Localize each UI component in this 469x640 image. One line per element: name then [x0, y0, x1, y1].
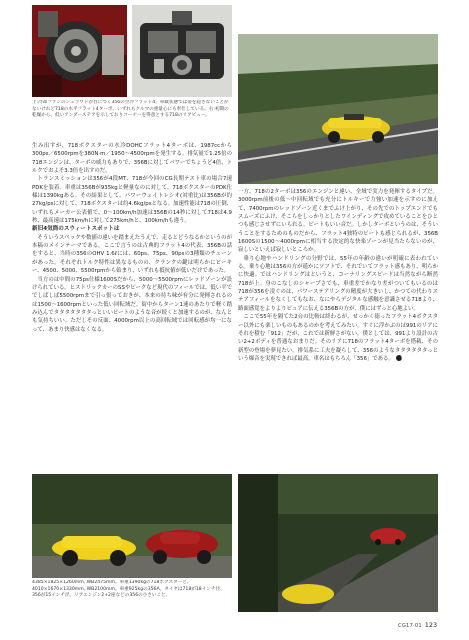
photo-boxster-road — [238, 34, 438, 184]
col1-paragraph-3: そういうスペックや数値の違いを踏まえたうえで、走るとどうなるかというのが本稿のメインテーマである。ここで言うのは古典的フラット4の代表、356Bの話をすると、当時の356のOHV 1.6ℓには、60ps、75ps、90psの3種類のチューンがあった。それぞれトルク特性は異なるものの、クランクの鍵は明らかにピーキー、4500、5000、5500rpmから始まり、いずれも抵抗値が低いだけであった。 — [32, 234, 232, 275]
photo-boxster-road-art — [238, 34, 438, 184]
col2-paragraph-1: 一方、718の2ターボは356のエンジンと違い、全域で実力を発揮するタイプだ。3000rpm前後の低〜中回転域でも充分にトルキーで力強い加速を示すのに加えて、7400rpmのレッドゾーン近くまでふけ上がり、その先でのトップエンドでもスムーズにふけ、そこらをしっかりとしたワインディングで攻めていることをひとつも感じさせずにいられる。ビートもいい音だ。しかしターボというのは、そういうことをするためのものだから、フラット4独特のビートも感じられるが、356B 1600Sの1500〜4000rpmに相当する決定的な快楽ゾーンが見当たらないのが、寂しいといえば寂しいところか。 — [238, 189, 438, 254]
photo-engine-parts-art — [32, 5, 127, 97]
photo-boxer-engine-art — [132, 5, 232, 97]
photo-engine-parts — [32, 5, 127, 97]
photo-forest-road-art — [238, 474, 438, 612]
col1-paragraph-2: トランスミッションは356が4段MT、718が今回のCG長期テスト車の場合7速PDKを装着。車重は356Bが935kgと軽量なのに対して、718ボクスターのPDK仕様は1390kgある。その結果として、パワーウェイトレシオ(対重比)は356Bが約27kg/psに対して、718ボクスターは約4.6kg/psとなる。加速性能は718の圧倒、いずれもメーカー公表値で、0〜100km/h加速は356Bの14秒に対して718は4.9秒、最高速は175km/hに対して275km/hと、100km/hも違う。 — [32, 176, 232, 225]
section-subhead: 新旧4気筒のスウィートスポットは — [32, 226, 120, 233]
photo-two-cars-side-art — [32, 474, 232, 578]
page-footer — [398, 622, 437, 629]
photo-forest-road — [238, 474, 438, 612]
text-column-left — [32, 142, 232, 482]
top-caption: 上:冷却ファンのシュラウドが目につく356の空冷フラット4。車載状態では姿を隠さないことがないけれど718の水平フラット4ターボ。いずれもクルマの重量心にも奉仕している。右:初期の乾燥から、低いアンダーステアを示しておりコーナーを得意とする718のリアビュー。 — [32, 100, 229, 119]
text-column-right — [238, 188, 438, 464]
col2-paragraph-3 — [238, 313, 438, 363]
col2-paragraph-2: 乗り心地やハンドリングの分野では、55年の年齢の違いが明確に表われている。乗り心地は356の方が遥かにソフトで、それでいてフラット感もあり、明らかに快適。ではハンドリングはというと、コーナリングスピードは当然ながら断然718が上。身のこなしのシャープさでも、車重差でかなり差がついてもいるのは718が356を凌ぐのは、パワーステアリングの精度が大きいし、かつての代わりステアフィールをなくしてもなお、なにやらデジタルな感触を意識させる718より、路面感覚をよりよりピュアに伝える356Bの方が、僕にはずっと心地よい。 — [238, 255, 438, 312]
col1-paragraph-4: 当方のは中間の75ps仕様1600Sだから、5000〜5500rpmにレッドゾーンが設けられている。ヒストリックカーのSSやピークなど現代のフィールでは、低い平ででしばしば5500rpmまで引っ張っておきが、本来の持ち味が有分に発揮されるのは1500〜1600rpmといった低い回転域だ。街中からターン1速のあたりで軽く踏み込んでタタタタタタタっといいビートのような音が続くと加速するのが、なんとも気持ちいい。ただしその反面、4000rpm以上の高回転域では回転感が均一になって、あまり快感はなくなる。 — [32, 276, 232, 333]
col2-paragraph-3-text: ここで55年を隔てた2台の比較は終わるが、せっかく徳ったフラット4ボクスター以外にも楽しいものもあるのかを考えてみたい。すぐに浮かぶのは991のリアにそれを積む「912」だが、これでは新鮮さがない。僕としては、991より設計の古い2+2ボディを普通なおまりだ。そのリアに718のフラット4ターボを搭載、その新型の登場を夢見たい。排気系に工夫を凝らして、356のようなタタタタタタっという爆音を実現できれば最高。車名はもちろん「356」である。 — [238, 314, 438, 362]
photo-two-cars-side — [32, 474, 232, 578]
footer-label: CG17·01 — [398, 623, 422, 629]
end-mark-icon: C — [396, 355, 402, 361]
photo-boxer-engine — [132, 5, 232, 97]
col1-paragraph-1: 生み出すが、718ボクスターの水冷DOHCフラット4ターボは、1987ccから300ps／6500rpmを380N·m／1950〜4500rpmを発生する。排気量で1.25倍の718エンジンは、ターボの威力もありで、356Bに対してパワーでちょうど4倍、トルクでおよそ3.3倍を出すのだ。 — [32, 143, 232, 175]
bottom-caption: 4385×1825×1260mm, WB2475mm。車重1390kgの718ボクスターと、4010×1670×1330mm, WB2100mm。車重925kgの356A。タイヤは718が18インチ径、356が15インチ径。リアエンジン2+2座などの356の小さいこと。 — [32, 580, 225, 599]
page-number: 123 — [424, 622, 438, 629]
